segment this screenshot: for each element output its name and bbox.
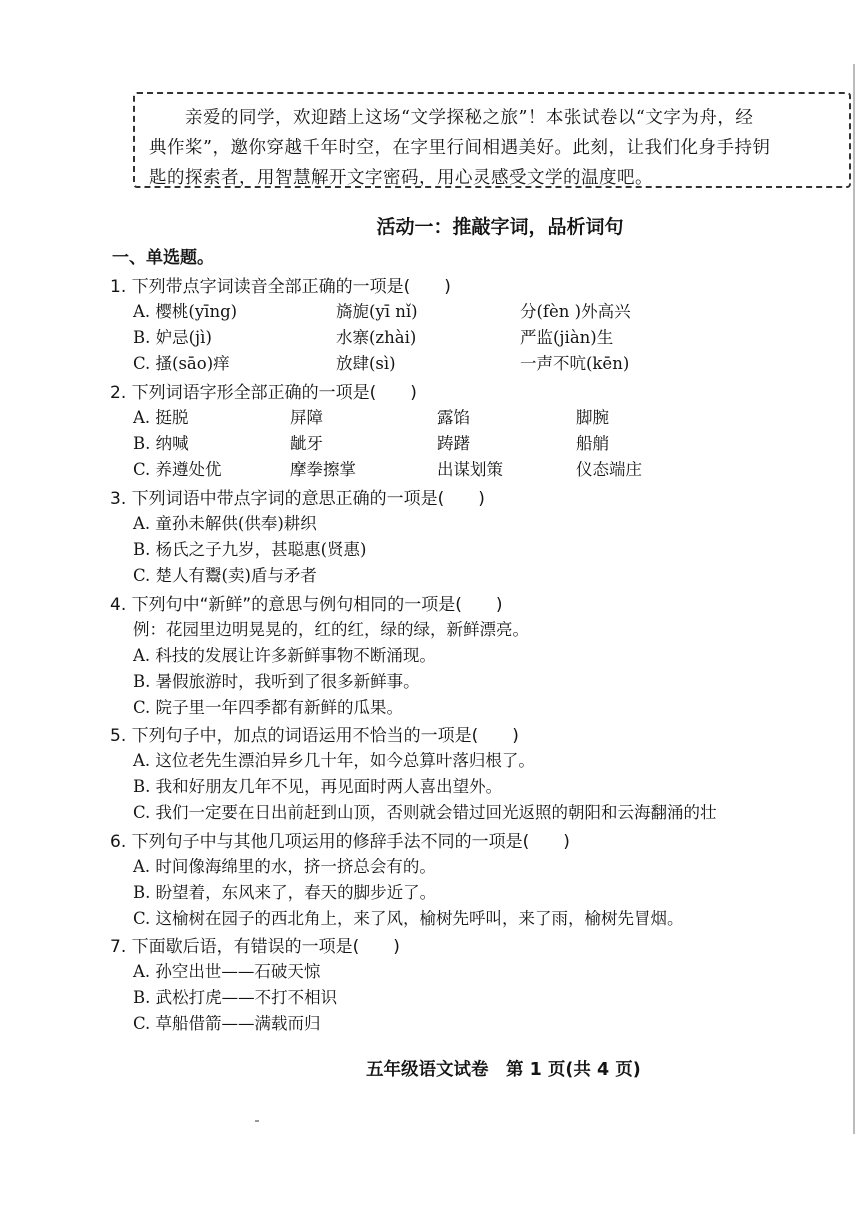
question-stem: 5. 下列句子中，加点的词语运用不恰当的一项是( ) <box>110 726 519 746</box>
section-title: 一、单选题。 <box>112 248 214 268</box>
option: 龇牙 <box>290 434 323 453</box>
scan-speck <box>255 1120 259 1122</box>
page-edge-line <box>853 64 855 1134</box>
option: 分(fèn )外高兴 <box>520 302 631 321</box>
option: C. 院子里一年四季都有新鲜的瓜果。 <box>133 698 404 717</box>
question-stem: 1. 下列带点字词读音全部正确的一项是( ) <box>110 277 451 297</box>
option: A. 时间像海绵里的水，挤一挤总会有的。 <box>133 857 436 876</box>
question-stem: 3. 下列词语中带点字词的意思正确的一项是( ) <box>110 489 485 509</box>
option: A. 樱桃(yīng) <box>133 302 238 321</box>
option: 一声不吭(kēn) <box>520 354 630 373</box>
option: 踌躇 <box>437 434 470 453</box>
option: B. 我和好朋友几年不见，再见面时两人喜出望外。 <box>133 777 503 796</box>
question-stem: 7. 下面歇后语，有错误的一项是( ) <box>110 937 400 957</box>
question-stem: 4. 下列句中“新鲜”的意思与例句相同的一项是( ) <box>110 595 503 615</box>
option: C. 草船借箭——满载而归 <box>133 1014 321 1033</box>
option: A. 科技的发展让许多新鲜事物不断涌现。 <box>133 646 436 665</box>
option: A. 孙空出世——石破天惊 <box>133 962 321 981</box>
option: 摩拳擦掌 <box>290 460 356 479</box>
question-stem: 6. 下列句子中与其他几项运用的修辞手法不同的一项是( ) <box>110 832 570 852</box>
option: 旖旎(yī nǐ) <box>336 302 418 321</box>
option: B. 盼望着，东风来了，春天的脚步近了。 <box>133 883 437 902</box>
option: C. 搔(sāo)痒 <box>133 354 230 373</box>
option: B. 武松打虎——不打不相识 <box>133 988 338 1007</box>
option: 脚腕 <box>576 408 609 427</box>
option: 水寨(zhài) <box>336 328 417 347</box>
question-stem: 2. 下列词语字形全部正确的一项是( ) <box>110 383 417 403</box>
page-footer: 五年级语文试卷 第 1 页(共 4 页) <box>366 1060 641 1080</box>
option: B. 纳喊 <box>133 434 189 453</box>
option: 屏障 <box>290 408 323 427</box>
option: C. 养遵处优 <box>133 460 222 479</box>
option: 露馅 <box>437 408 470 427</box>
option: B. 妒忌(jì) <box>133 328 212 347</box>
intro-box <box>133 92 851 188</box>
option: A. 挺脱 <box>133 408 189 427</box>
option: 出谋划策 <box>437 460 503 479</box>
option: 放肆(sì) <box>336 354 396 373</box>
intro-line: 亲爱的同学，欢迎踏上这场“文学探秘之旅”！本张试卷以“文字为舟，经 <box>185 108 754 128</box>
activity-title: 活动一：推敲字词，品析词句 <box>376 216 624 238</box>
option: 仪态端庄 <box>576 460 642 479</box>
option: C. 楚人有鬻(卖)盾与矛者 <box>133 566 317 585</box>
option: C. 我们一定要在日出前赶到山顶，否则就会错过回光返照的朝阳和云海翻涌的壮 <box>133 803 717 822</box>
example-sentence: 例：花园里边明晃晃的，红的红，绿的绿，新鲜漂亮。 <box>133 620 529 639</box>
option: 船艄 <box>576 434 609 453</box>
intro-line: 匙的探索者，用智慧解开文字密码，用心灵感受文学的温度吧。 <box>149 168 653 188</box>
intro-line: 典作桨”，邀你穿越千年时空，在字里行间相遇美好。此刻，让我们化身手持钥 <box>149 138 771 158</box>
option: C. 这榆树在园子的西北角上，来了风，榆树先呼叫，来了雨，榆树先冒烟。 <box>133 909 684 928</box>
option: A. 这位老先生漂泊异乡几十年，如今总算叶落归根了。 <box>133 751 535 770</box>
option: 严监(jiàn)生 <box>520 328 614 347</box>
option: A. 童孙未解供(供奉)耕织 <box>133 514 317 533</box>
option: B. 杨氏之子九岁，甚聪惠(贤惠) <box>133 540 367 559</box>
option: B. 暑假旅游时，我听到了很多新鲜事。 <box>133 672 420 691</box>
